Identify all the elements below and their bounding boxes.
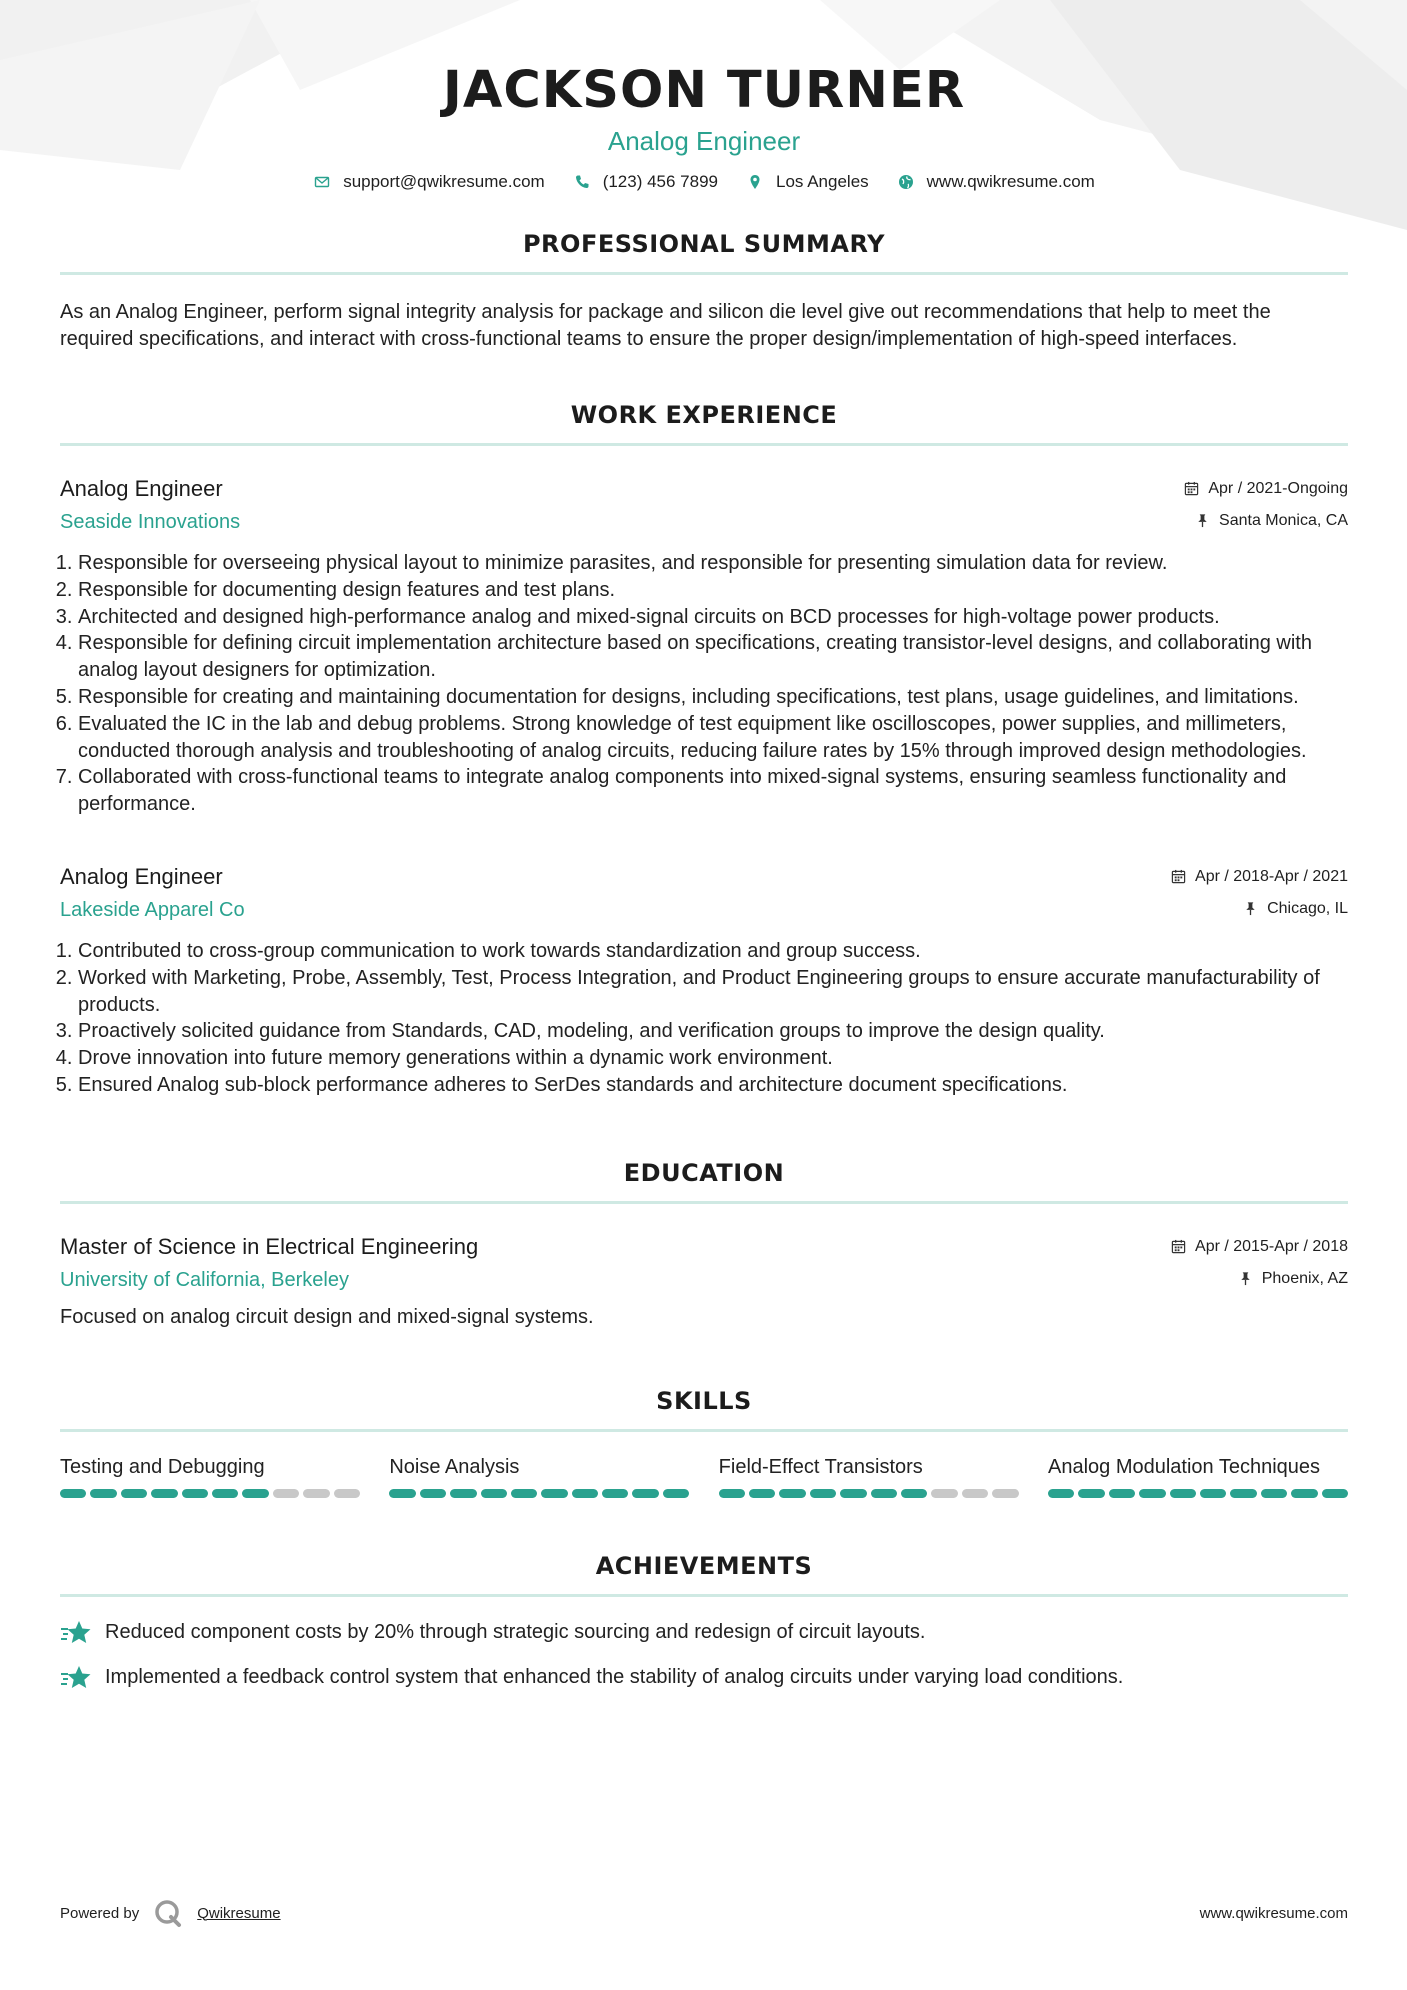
- star-badge-icon: [60, 1664, 92, 1692]
- summary-heading: PROFESSIONAL SUMMARY: [522, 230, 886, 258]
- skill-level-bar: [1048, 1489, 1348, 1498]
- page-footer: [60, 1898, 1348, 1928]
- skill-level-bar: [719, 1489, 1019, 1498]
- skill-level-segment: [273, 1489, 299, 1498]
- skill-level-segment: [749, 1489, 775, 1498]
- list-item: 5. Responsible for creating and maintaining documentation for designs, including specifications, test plans, usage guidelines, and limitations.: [78, 684, 1348, 711]
- job-location: [1171, 898, 1348, 920]
- list-item: 3. Proactively solicited guidance from Standards, CAD, modeling, and verification groups to improve the design quality.: [78, 1018, 1348, 1045]
- job-heading: [60, 474, 240, 536]
- skills-grid: [60, 1454, 1348, 1498]
- skill-level-segment: [182, 1489, 208, 1498]
- skill-level-segment: [303, 1489, 329, 1498]
- section-divider: [60, 1201, 1348, 1204]
- skill-level-segment: [1078, 1489, 1104, 1498]
- powered-by-label: Powered by: [60, 1904, 140, 1922]
- candidate-name: JACKSON TURNER: [442, 61, 966, 120]
- work-experience-section: [60, 399, 1348, 1099]
- list-item: 2. Responsible for documenting design features and test plans.: [78, 577, 1348, 604]
- skill-name: Analog Modulation Techniques: [1047, 1455, 1321, 1478]
- list-item: 3. Architected and designed high-performance analog and mixed-signal circuits on BCD processes for high-voltage power products.: [78, 604, 1348, 631]
- skills-section: [60, 1385, 1348, 1498]
- education-date: [1171, 1236, 1348, 1258]
- skill-name: Field-Effect Transistors: [718, 1455, 923, 1478]
- education-description: Focused on analog circuit design and mixed-signal systems.: [60, 1305, 594, 1328]
- qwikresume-logo-icon: [153, 1898, 183, 1928]
- resume-page: [60, 0, 1348, 1709]
- skill-level-segment: [334, 1489, 360, 1498]
- skill-level-segment: [1048, 1489, 1074, 1498]
- skill-name: Testing and Debugging: [60, 1455, 265, 1478]
- job-location: [1184, 510, 1348, 532]
- footer-website[interactable]: www.qwikresume.com: [1199, 1904, 1348, 1922]
- skill-level-segment: [632, 1489, 658, 1498]
- skill-level-segment: [840, 1489, 866, 1498]
- job-date: [1184, 478, 1348, 500]
- list-item: 7. Collaborated with cross-functional teams to integrate analog components into mixed-signal systems, ensuring seamless functionality and performance.: [78, 764, 1348, 818]
- achievements-list: [60, 1619, 1348, 1692]
- skill-level-segment: [810, 1489, 836, 1498]
- achievements-section: [60, 1550, 1348, 1692]
- job-title: Analog Engineer: [60, 476, 223, 501]
- job-header-row: [60, 474, 1348, 536]
- candidate-role: Analog Engineer: [607, 126, 801, 156]
- education-heading: EDUCATION: [623, 1158, 785, 1187]
- job-date-text: Apr / 2018-Apr / 2021: [1195, 867, 1348, 885]
- work-experience-heading: WORK EXPERIENCE: [570, 401, 838, 429]
- skill-item: [389, 1454, 689, 1498]
- education-degree: Master of Science in Electrical Engineering: [60, 1233, 479, 1259]
- skill-level-segment: [151, 1489, 177, 1498]
- job-date: [1171, 866, 1348, 888]
- skill-level-segment: [1170, 1489, 1196, 1498]
- pushpin-icon: [1243, 901, 1259, 917]
- skill-level-segment: [242, 1489, 268, 1498]
- skill-item: [1048, 1454, 1348, 1498]
- pushpin-icon: [1195, 513, 1211, 529]
- contact-email-text: support@qwikresume.com: [343, 172, 545, 191]
- map-pin-icon: [746, 173, 764, 191]
- job-location-text: Santa Monica, CA: [1219, 512, 1348, 529]
- envelope-icon: [313, 173, 331, 191]
- calendar-icon: [1184, 481, 1200, 497]
- job-company: Seaside Innovations: [60, 511, 241, 533]
- contact-location: [746, 172, 869, 192]
- contact-website[interactable]: [897, 172, 1095, 192]
- job-entry: [60, 862, 1348, 1099]
- skill-level-segment: [420, 1489, 446, 1498]
- list-item: 1. Contributed to cross-group communication to work towards standardization and group success.: [78, 938, 1348, 965]
- skill-level-bar: [60, 1489, 360, 1498]
- job-meta: [1184, 474, 1348, 532]
- skill-level-segment: [90, 1489, 116, 1498]
- skill-level-segment: [60, 1489, 86, 1498]
- education-section: [60, 1157, 1348, 1331]
- contact-website-text: www.qwikresume.com: [926, 172, 1095, 191]
- list-item: 2. Worked with Marketing, Probe, Assembly, Test, Process Integration, and Product Engineering groups to ensure accurate manufacturability of products.: [78, 965, 1348, 1019]
- skill-level-segment: [389, 1489, 415, 1498]
- list-item: 4. Drove innovation into future memory generations within a dynamic work environment.: [78, 1045, 1348, 1072]
- skill-level-segment: [719, 1489, 745, 1498]
- job-heading: [60, 862, 245, 924]
- section-divider: [60, 1429, 1348, 1432]
- job-responsibilities: [60, 550, 1348, 818]
- achievement-text: Reduced component costs by 20% through strategic sourcing and redesign of circuit layouts.: [105, 1621, 926, 1644]
- calendar-icon: [1171, 1239, 1187, 1255]
- education-entry: [60, 1232, 1348, 1331]
- list-item: 6. Evaluated the IC in the lab and debug problems. Strong knowledge of test equipment like oscilloscopes, power supplies, and millimeters, conducted thorough analysis and troubleshooting of analog circuits, reducing failure rates by 15% through improved design methodologies.: [78, 711, 1348, 765]
- skill-level-segment: [1322, 1489, 1348, 1498]
- list-item: 5. Ensured Analog sub-block performance adheres to SerDes standards and architecture document specifications.: [78, 1072, 1348, 1099]
- resume-header: [60, 0, 1348, 192]
- achievement-item: [60, 1664, 1348, 1692]
- skill-level-segment: [1139, 1489, 1165, 1498]
- education-location-text: Phoenix, AZ: [1261, 1269, 1348, 1287]
- skill-level-segment: [511, 1489, 537, 1498]
- achievements-heading: ACHIEVEMENTS: [595, 1551, 813, 1580]
- skill-name: Noise Analysis: [389, 1455, 520, 1478]
- contact-email[interactable]: [313, 172, 545, 192]
- skill-level-segment: [992, 1489, 1018, 1498]
- education-heading-block: [60, 1232, 478, 1294]
- skill-level-segment: [1109, 1489, 1135, 1498]
- job-meta: [1171, 862, 1348, 920]
- achievement-item: [60, 1619, 1348, 1647]
- education-meta: [1171, 1232, 1348, 1290]
- skill-level-segment: [212, 1489, 238, 1498]
- job-title: Analog Engineer: [60, 863, 223, 889]
- education-header-row: [60, 1232, 1348, 1294]
- star-badge-icon: [60, 1619, 92, 1647]
- skill-level-segment: [1200, 1489, 1226, 1498]
- skill-level-segment: [1261, 1489, 1287, 1498]
- skill-level-segment: [779, 1489, 805, 1498]
- job-entry: [60, 474, 1348, 818]
- skill-level-segment: [1230, 1489, 1256, 1498]
- pushpin-icon: [1238, 1271, 1254, 1287]
- skill-level-segment: [901, 1489, 927, 1498]
- qwikresume-link[interactable]: Qwikresume: [197, 1904, 281, 1922]
- achievement-text: Implemented a feedback control system that enhanced the stability of analog circuits under varying load conditions.: [105, 1666, 1124, 1689]
- skill-level-segment: [871, 1489, 897, 1498]
- skill-level-segment: [602, 1489, 628, 1498]
- skill-level-segment: [450, 1489, 476, 1498]
- skill-item: [719, 1454, 1019, 1498]
- skills-heading: SKILLS: [656, 1386, 752, 1415]
- section-divider: [60, 1594, 1348, 1597]
- job-location-text: Chicago, IL: [1267, 899, 1348, 917]
- summary-text: As an Analog Engineer, perform signal integrity analysis for package and silicon die level give out recommendations that help to meet the required specifications, and interact with cross-functional teams to ensure the proper design/implementation of high-speed interfaces.: [60, 301, 1271, 350]
- section-divider: [60, 443, 1348, 446]
- skill-level-segment: [481, 1489, 507, 1498]
- skill-level-segment: [121, 1489, 147, 1498]
- phone-icon: [573, 173, 591, 191]
- education-location: [1171, 1268, 1348, 1290]
- skill-level-segment: [1291, 1489, 1317, 1498]
- skill-level-segment: [572, 1489, 598, 1498]
- calendar-icon: [1171, 869, 1187, 885]
- skill-level-segment: [541, 1489, 567, 1498]
- list-item: 1. Responsible for overseeing physical layout to minimize parasites, and responsible for presenting simulation data for review.: [78, 550, 1348, 577]
- summary-section: [60, 228, 1348, 353]
- contact-bar: [60, 172, 1348, 192]
- skill-item: [60, 1454, 360, 1498]
- job-date-text: Apr / 2021-Ongoing: [1208, 480, 1348, 497]
- job-company: Lakeside Apparel Co: [60, 898, 245, 921]
- education-school: University of California, Berkeley: [60, 1268, 349, 1291]
- contact-phone[interactable]: [573, 172, 718, 192]
- job-responsibilities: [60, 938, 1348, 1099]
- skill-level-segment: [663, 1489, 689, 1498]
- education-date-text: Apr / 2015-Apr / 2018: [1195, 1237, 1348, 1255]
- list-item: 4. Responsible for defining circuit implementation architecture based on specifications, creating transistor-level designs, and collaborating with analog layout designers for optimization.: [78, 630, 1348, 684]
- skill-level-segment: [962, 1489, 988, 1498]
- job-header-row: [60, 862, 1348, 924]
- powered-by: [60, 1898, 281, 1928]
- contact-location-text: Los Angeles: [776, 172, 869, 191]
- contact-phone-text: (123) 456 7899: [602, 172, 719, 191]
- section-divider: [60, 272, 1348, 275]
- skill-level-bar: [389, 1489, 689, 1498]
- globe-icon: [897, 173, 915, 191]
- skill-level-segment: [931, 1489, 957, 1498]
